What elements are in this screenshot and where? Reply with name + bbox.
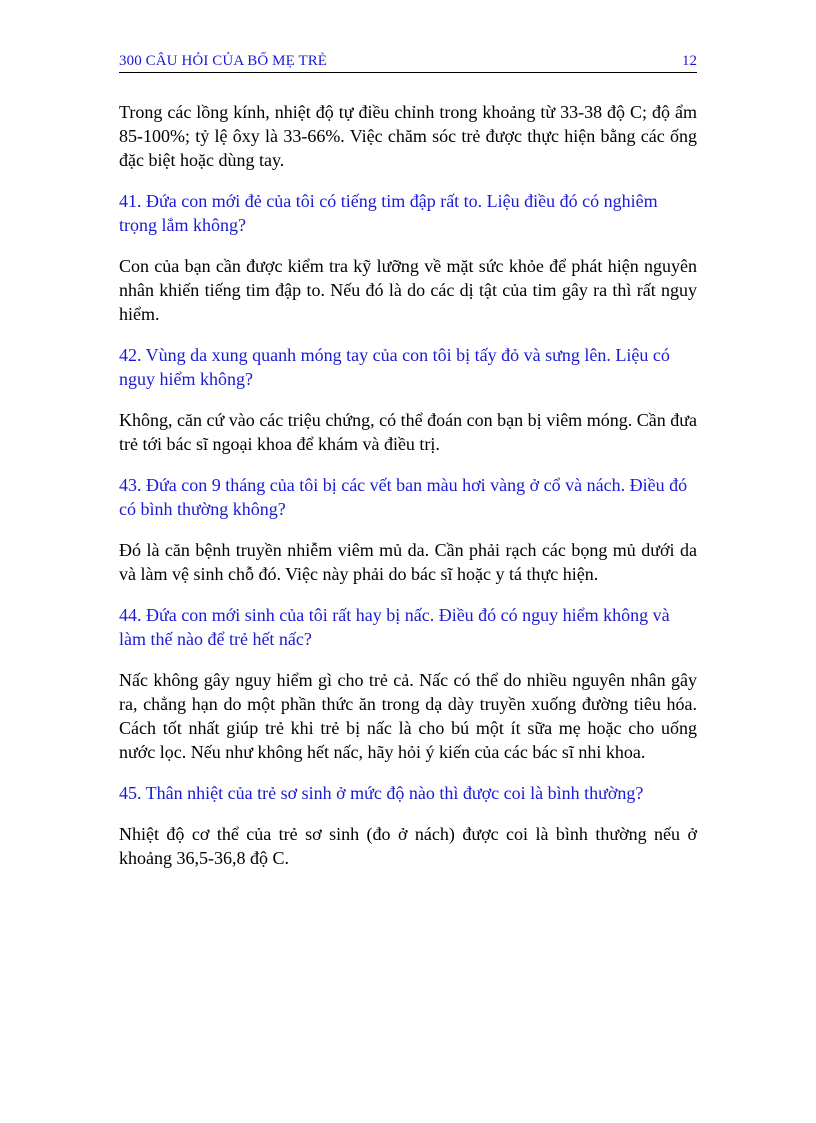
question-42: 42. Vùng da xung quanh móng tay của con tôi bị tấy đỏ và sưng lên. Liệu có nguy hiểm không? (119, 345, 670, 389)
question-44: 44. Đứa con mới sinh của tôi rất hay bị nấc. Điều đó có nguy hiểm không và làm thế nào để trẻ hết nấc? (119, 605, 670, 649)
answer-paragraph: Trong các lồng kính, nhiệt độ tự điều chỉnh trong khoảng từ 33-38 độ C; độ ẩm 85-100%; tỷ lệ ôxy là 33-66%. Việc chăm sóc trẻ được thực hiện bằng các ống đặc biệt hoặc dùng tay. (119, 102, 697, 170)
page-header (119, 52, 697, 73)
question-43: 43. Đứa con 9 tháng của tôi bị các vết ban màu hơi vàng ở cổ và nách. Điều đó có bình thường không? (119, 475, 688, 519)
page-number: 12 (682, 53, 697, 69)
answer-42: Không, căn cứ vào các triệu chứng, có thể đoán con bạn bị viêm móng. Cần đưa trẻ tới bác sĩ ngoại khoa để khám và điều trị. (119, 410, 697, 454)
question-45: 45. Thân nhiệt của trẻ sơ sinh ở mức độ nào thì được coi là bình thường? (119, 783, 644, 803)
page-content (119, 100, 697, 887)
answer-44: Nấc không gây nguy hiểm gì cho trẻ cả. Nấc có thể do nhiều nguyên nhân gây ra, chẳng hạn do một phần thức ăn trong dạ dày truyền xuống đường tiêu hóa. Cách tốt nhất giúp trẻ khi trẻ bị nấc là cho bú một ít sữa mẹ hoặc cho uống nước lọc. Nếu như không hết nấc, hãy hỏi ý kiến của các bác sĩ nhi khoa. (119, 670, 697, 762)
answer-43: Đó là căn bệnh truyền nhiễm viêm mủ da. Cần phải rạch các bọng mủ dưới da và làm vệ sinh chỗ đó. Việc này phải do bác sĩ hoặc y tá thực hiện. (119, 540, 697, 584)
answer-45: Nhiệt độ cơ thể của trẻ sơ sinh (đo ở nách) được coi là bình thường nếu ở khoảng 36,5-36,8 độ C. (119, 824, 697, 868)
header-title: 300 CÂU HỎI CỦA BỐ MẸ TRẺ (119, 53, 328, 69)
answer-41: Con của bạn cần được kiểm tra kỹ lưỡng về mặt sức khỏe để phát hiện nguyên nhân khiến tiếng tim đập to. Nếu đó là do các dị tật của tim gây ra thì rất nguy hiểm. (119, 256, 697, 324)
question-41: 41. Đứa con mới đẻ của tôi có tiếng tim đập rất to. Liệu điều đó có nghiêm trọng lắm không? (119, 191, 658, 235)
